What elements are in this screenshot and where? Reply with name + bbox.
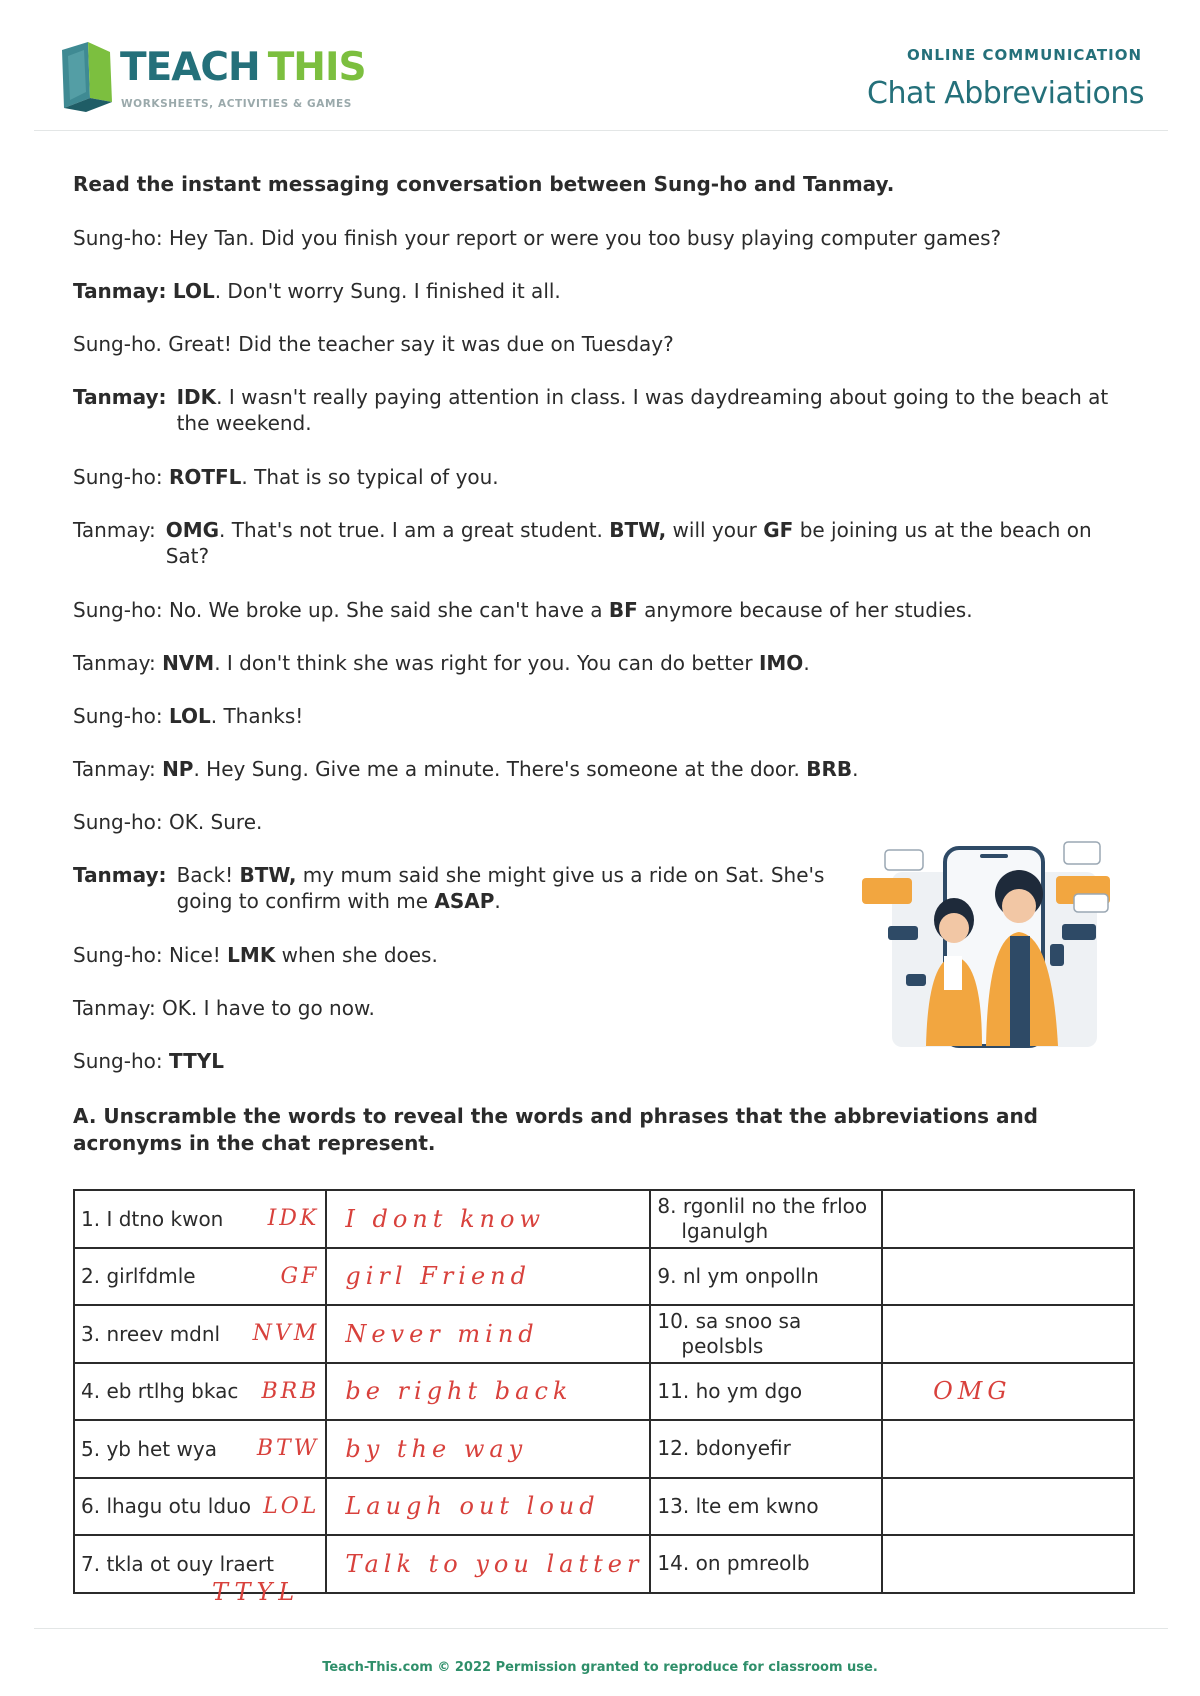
chat-fragment: . I don't think she was right for you. You can do better (214, 651, 759, 675)
chat-fragment: Hey Tan. Did you finish your report or were you too busy playing computer games? (162, 226, 1002, 250)
chat-text (162, 332, 674, 356)
scrambled-question-right (650, 1478, 882, 1536)
scrambled-question-left (74, 1248, 326, 1306)
chat-message (73, 597, 1153, 623)
chat-message (73, 331, 1153, 357)
handwritten-abbreviation: NVM (252, 1321, 320, 1347)
chat-fragment: . Thanks! (210, 704, 304, 728)
abbreviation: ASAP (434, 889, 495, 913)
scrambled-question-right (650, 1535, 882, 1593)
handwritten-abbreviation: GF (280, 1263, 320, 1289)
question-text: 1. I dtno kwon (81, 1206, 224, 1231)
question-text: 3. nreev mdnl (81, 1321, 221, 1346)
scrambled-question-right (650, 1305, 882, 1363)
abbreviation: LMK (227, 943, 276, 967)
chat-fragment: OK. I have to go now. (155, 996, 375, 1020)
copyright-footer: Teach-This.com © 2022 Permission granted to reproduce for classroom use. (322, 1660, 878, 1675)
chat-text (156, 757, 859, 781)
handwritten-answer (889, 1320, 933, 1348)
chat-fragment: . (852, 757, 859, 781)
scrambled-question-left (74, 1420, 326, 1478)
chat-speaker: Sung-ho: (73, 810, 163, 834)
answer-cell-left[interactable] (326, 1535, 650, 1593)
chat-text (163, 1049, 224, 1073)
answer-cell-right[interactable] (882, 1190, 1134, 1248)
chat-speaker: Sung-ho: (73, 598, 163, 622)
chat-text (163, 226, 1002, 250)
chat-speaker: Sung-ho: (73, 943, 163, 967)
chat-fragment: . That is so typical of you. (241, 465, 499, 489)
handwritten-answer: Talk to you latter (345, 1549, 644, 1578)
chat-speaker: Sung-ho: (73, 226, 163, 250)
abbreviation: NP (162, 757, 194, 781)
chat-fragment: . I wasn't really paying attention in class. I was daydreaming about going to the beach at the weekend. (176, 385, 1115, 435)
abbreviation: LOL (172, 279, 215, 303)
logo-wordmark: TEACH THIS (120, 45, 366, 90)
handwritten-answer: Laugh out loud (345, 1492, 600, 1521)
scrambled-question-left (74, 1305, 326, 1363)
answer-cell-left[interactable] (326, 1248, 650, 1306)
handwritten-answer (889, 1550, 933, 1578)
exercise-a-heading: A. Unscramble the words to reveal the words and phrases that the abbreviations and acronyms in the chat represent. (73, 1104, 1038, 1155)
question-text: 4. eb rtlhg bkac (81, 1379, 239, 1404)
question-text: 6. lhagu otu lduo (81, 1494, 251, 1519)
chat-fragment: . (494, 889, 501, 913)
question-text: 5. yb het wya (81, 1436, 217, 1461)
chat-fragment: anymore because of her studies. (637, 598, 973, 622)
question-text: 13. lte em kwno (657, 1493, 819, 1518)
abbreviation: BF (608, 598, 638, 622)
abbreviation: BTW, (239, 863, 297, 887)
chat-speaker: Tanmay: (73, 518, 156, 542)
chat-fragment: . That's not true. I am a great student. (219, 518, 610, 542)
handwritten-answer (889, 1492, 933, 1520)
chat-fragment: Nice! (162, 943, 228, 967)
chat-fragment: . Hey Sung. Give me a minute. There's someone at the door. (193, 757, 807, 781)
chat-speaker: Tanmay: (73, 996, 156, 1020)
handwritten-answer: by the way (345, 1434, 528, 1463)
chat-message (73, 225, 1153, 251)
abbreviation: NVM (162, 651, 215, 675)
question-text-continued: peolsbls (681, 1333, 764, 1358)
reading-instruction: Read the instant messaging conversation between Sung-ho and Tanmay. (73, 172, 895, 196)
handwritten-answer (889, 1435, 933, 1463)
table-row (74, 1190, 1134, 1248)
abbreviation: ROTFL (168, 465, 242, 489)
abbreviation: IMO (758, 651, 804, 675)
header-divider (34, 130, 1168, 131)
chat-fragment: my mum said she might give us a ride on Sat. She's going to confirm with me (176, 863, 831, 913)
chat-fragment: Great! Did the teacher say it was due on Tuesday? (161, 332, 674, 356)
answer-cell-right[interactable] (882, 1363, 1134, 1421)
chat-fragment: . (803, 651, 810, 675)
answer-cell-left[interactable] (326, 1305, 650, 1363)
chat-text (163, 465, 499, 489)
answer-cell-right[interactable] (882, 1478, 1134, 1536)
footer-divider (34, 1628, 1168, 1629)
logo-tagline: WORKSHEETS, ACTIVITIES & GAMES (121, 98, 352, 110)
abbreviation: BRB (806, 757, 853, 781)
chat-text (163, 704, 304, 728)
chat-fragment: when she does. (275, 943, 438, 967)
answer-cell-left[interactable] (326, 1420, 650, 1478)
handwritten-abbreviation: BRB (261, 1378, 320, 1404)
chat-message (73, 278, 1153, 304)
abbreviation: LOL (168, 704, 211, 728)
question-text: 10. sa snoo sa (657, 1308, 802, 1333)
chat-message (73, 862, 843, 914)
chat-speaker: Sung-ho: (73, 704, 163, 728)
question-text: 12. bdonyefir (657, 1436, 791, 1461)
question-text: 7. tkla ot ouy lraert (81, 1551, 274, 1576)
abbreviation: OMG (165, 518, 220, 542)
handwritten-abbreviation: LOL (263, 1493, 320, 1519)
answer-cell-left[interactable] (326, 1363, 650, 1421)
table-row (74, 1248, 1134, 1306)
scrambled-question-right (650, 1420, 882, 1478)
chat-fragment: No. We broke up. She said she can't have a (162, 598, 609, 622)
question-text: 8. rgonlil no the frloo (657, 1193, 868, 1218)
table-row (74, 1478, 1134, 1536)
question-text: 11. ho ym dgo (657, 1378, 803, 1403)
chat-message (73, 464, 1153, 490)
chat-speaker: Tanmay: (73, 863, 167, 887)
chat-fragment: be joining us at the beach on Sat? (165, 518, 1099, 568)
scrambled-question-right (650, 1190, 882, 1248)
chat-speaker: Tanmay: (73, 279, 167, 303)
handwritten-answer: I dont know (345, 1204, 545, 1233)
chat-message (73, 384, 1133, 436)
question-text-continued: lganulgh (681, 1218, 769, 1243)
book-logo-icon (56, 40, 118, 112)
chat-fragment: will your (666, 518, 764, 542)
chat-text (163, 598, 973, 622)
answer-cell-right[interactable] (882, 1248, 1134, 1306)
scrambled-question-left (74, 1478, 326, 1536)
chat-message (73, 756, 1153, 782)
page-title: Chat Abbreviations (867, 76, 1144, 111)
scrambled-question-left (74, 1190, 326, 1248)
chat-message (73, 650, 1153, 676)
chat-text (156, 651, 810, 675)
handwritten-answer (889, 1262, 933, 1290)
chat-speaker: Sung-ho: (73, 465, 163, 489)
chatting-people-illustration (852, 832, 1122, 1062)
answer-cell-right[interactable] (882, 1305, 1134, 1363)
chat-text (167, 279, 561, 303)
answer-cell-left[interactable] (326, 1478, 650, 1536)
chat-speaker: Sung-ho. (73, 332, 162, 356)
handwritten-answer: Never mind (345, 1319, 539, 1348)
abbreviation: TTYL (168, 1049, 224, 1073)
scrambled-question-left (74, 1363, 326, 1421)
chat-fragment: Back! (176, 863, 240, 887)
chat-text (166, 517, 1133, 569)
topic-kicker: ONLINE COMMUNICATION (907, 46, 1142, 64)
handwritten-abbreviation: IDK (267, 1206, 320, 1232)
table-row (74, 1363, 1134, 1421)
table-row (74, 1305, 1134, 1363)
handwritten-answer: be right back (345, 1377, 573, 1406)
handwritten-note: TTYL (212, 1578, 301, 1606)
chat-message (73, 517, 1133, 569)
chat-text (177, 384, 1133, 436)
chat-text (163, 943, 438, 967)
answer-cell-right[interactable] (882, 1535, 1134, 1593)
table-row (74, 1420, 1134, 1478)
page-header (0, 0, 1200, 132)
handwritten-answer: girl Friend (345, 1262, 531, 1291)
scrambled-question-right (650, 1248, 882, 1306)
chat-fragment: . Don't worry Sung. I finished it all. (214, 279, 561, 303)
chat-speaker: Tanmay: (73, 757, 156, 781)
abbreviation: IDK (176, 385, 217, 409)
chat-text (177, 862, 843, 914)
abbreviation: GF (763, 518, 794, 542)
chat-text (156, 996, 375, 1020)
question-text: 14. on pmreolb (657, 1551, 810, 1576)
answer-cell-left[interactable] (326, 1190, 650, 1248)
chat-speaker: Tanmay: (73, 651, 156, 675)
question-text: 2. girlfdmle (81, 1264, 196, 1289)
handwritten-answer: OMG (933, 1377, 1012, 1406)
answer-cell-right[interactable] (882, 1420, 1134, 1478)
chat-text (163, 810, 263, 834)
handwritten-answer (889, 1205, 933, 1233)
chat-fragment: OK. Sure. (162, 810, 263, 834)
chat-message (73, 703, 1153, 729)
abbreviation: BTW, (609, 518, 667, 542)
question-text: 9. nl ym onpolln (657, 1263, 819, 1288)
scrambled-question-right (650, 1363, 882, 1421)
chat-speaker: Tanmay: (73, 385, 167, 409)
handwritten-abbreviation: BTW (256, 1436, 320, 1462)
chat-speaker: Sung-ho: (73, 1049, 163, 1073)
unscramble-table (73, 1189, 1135, 1594)
